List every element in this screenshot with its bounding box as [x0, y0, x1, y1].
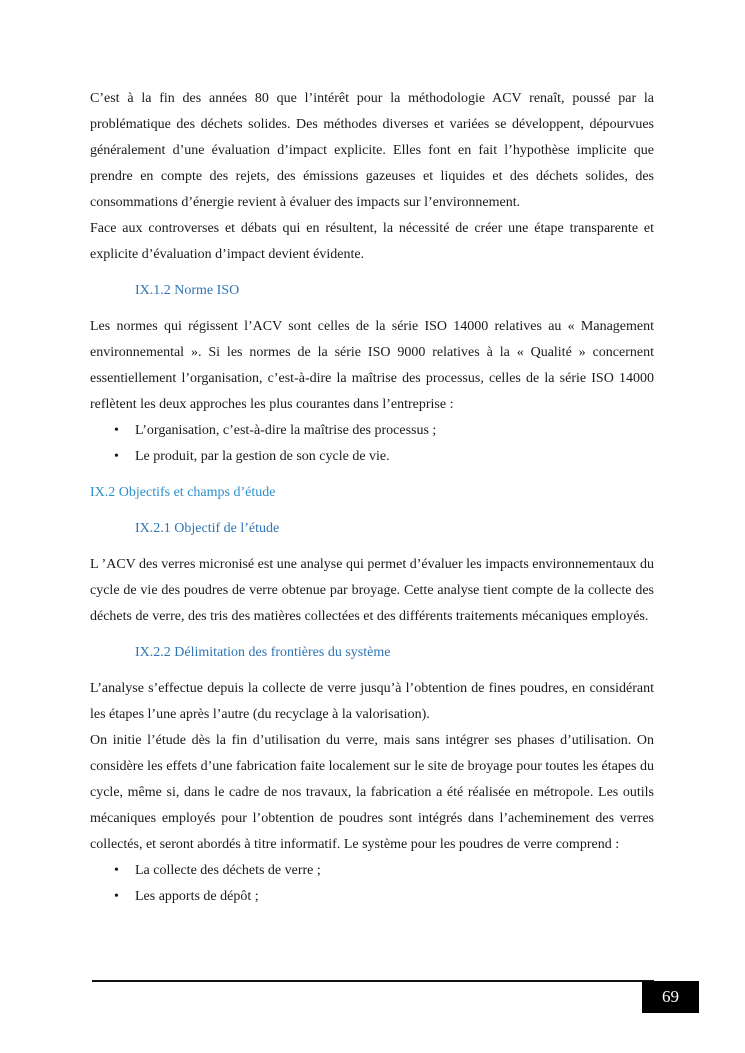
paragraph: Face aux controverses et débats qui en résultent, la nécessité de créer une étape transparente et explicite d’évaluation d’impact devient évidente.	[90, 221, 654, 262]
list-item	[90, 418, 654, 444]
paragraph: L ’ACV des verres micronisé est une analyse qui permet d’évaluer les impacts environnementaux du cycle de vie des poudres de verre obtenue par broyage. Cette analyse tient compte de la collecte des déchets de verre, des tris des matières collectées et des différents traitements mécaniques employés.	[90, 557, 654, 624]
bullet-icon: •	[114, 889, 119, 904]
page-body	[90, 86, 654, 910]
list-item	[90, 444, 654, 470]
list-item-text: La collecte des déchets de verre ;	[135, 863, 321, 878]
footer-divider	[92, 980, 654, 982]
bullet-list	[90, 418, 654, 470]
list-item-text: Les apports de dépôt ;	[135, 889, 259, 904]
list-item	[90, 884, 654, 910]
page-number: 69	[642, 981, 699, 1013]
bullet-list	[90, 858, 654, 910]
bullet-icon: •	[114, 449, 119, 464]
list-item-text: Le produit, par la gestion de son cycle de vie.	[135, 449, 390, 464]
bullet-icon: •	[114, 423, 119, 438]
section-heading-objectifs: IX.2 Objectifs et champs d’étude	[90, 485, 276, 500]
bullet-icon: •	[114, 863, 119, 878]
section-heading-objectif-etude: IX.2.1 Objectif de l’étude	[135, 521, 280, 536]
paragraph: On initie l’étude dès la fin d’utilisation du verre, mais sans intégrer ses phases d’utilisation. On considère les effets d’une fabrication faite localement sur le site de broyage pour toutes les étapes du cycle, même si, dans le cadre de nos travaux, la fabrication a été réalisée en métropole. Les outils mécaniques employés pour l’obtention de poudres sont intégrés dans l’acheminement des verres collectés, et seront abordés à titre informatif. Le système pour les poudres de verre comprend :	[90, 733, 654, 852]
list-item-text: L’organisation, c’est-à-dire la maîtrise des processus ;	[135, 423, 437, 438]
paragraph: Les normes qui régissent l’ACV sont celles de la série ISO 14000 relatives au « Management environnemental ». Si les normes de la série ISO 9000 relatives à la « Qualité » concernent essentiellement l’organisation, c’est-à-dire la maîtrise des processus, celles de la série ISO 14000 reflètent les deux approches les plus courantes dans l’entreprise :	[90, 319, 654, 412]
section-heading-delimitation: IX.2.2 Délimitation des frontières du système	[135, 645, 391, 660]
paragraph: C’est à la fin des années 80 que l’intérêt pour la méthodologie ACV renaît, poussé par la problématique des déchets solides. Des méthodes diverses et variées se développent, dépourvues généralement d’une évaluation d’impact explicite. Elles font en fait l’hypothèse implicite que prendre en compte des rejets, des émissions gazeuses et liquides et des déchets solides, des consommations d’énergie revient à évaluer des impacts sur l’environnement.	[90, 91, 654, 210]
paragraph: L’analyse s’effectue depuis la collecte de verre jusqu’à l’obtention de fines poudres, en considérant les étapes l’une après l’autre (du recyclage à la valorisation).	[90, 681, 654, 722]
list-item	[90, 858, 654, 884]
section-heading-norme-iso: IX.1.2 Norme ISO	[135, 283, 240, 298]
